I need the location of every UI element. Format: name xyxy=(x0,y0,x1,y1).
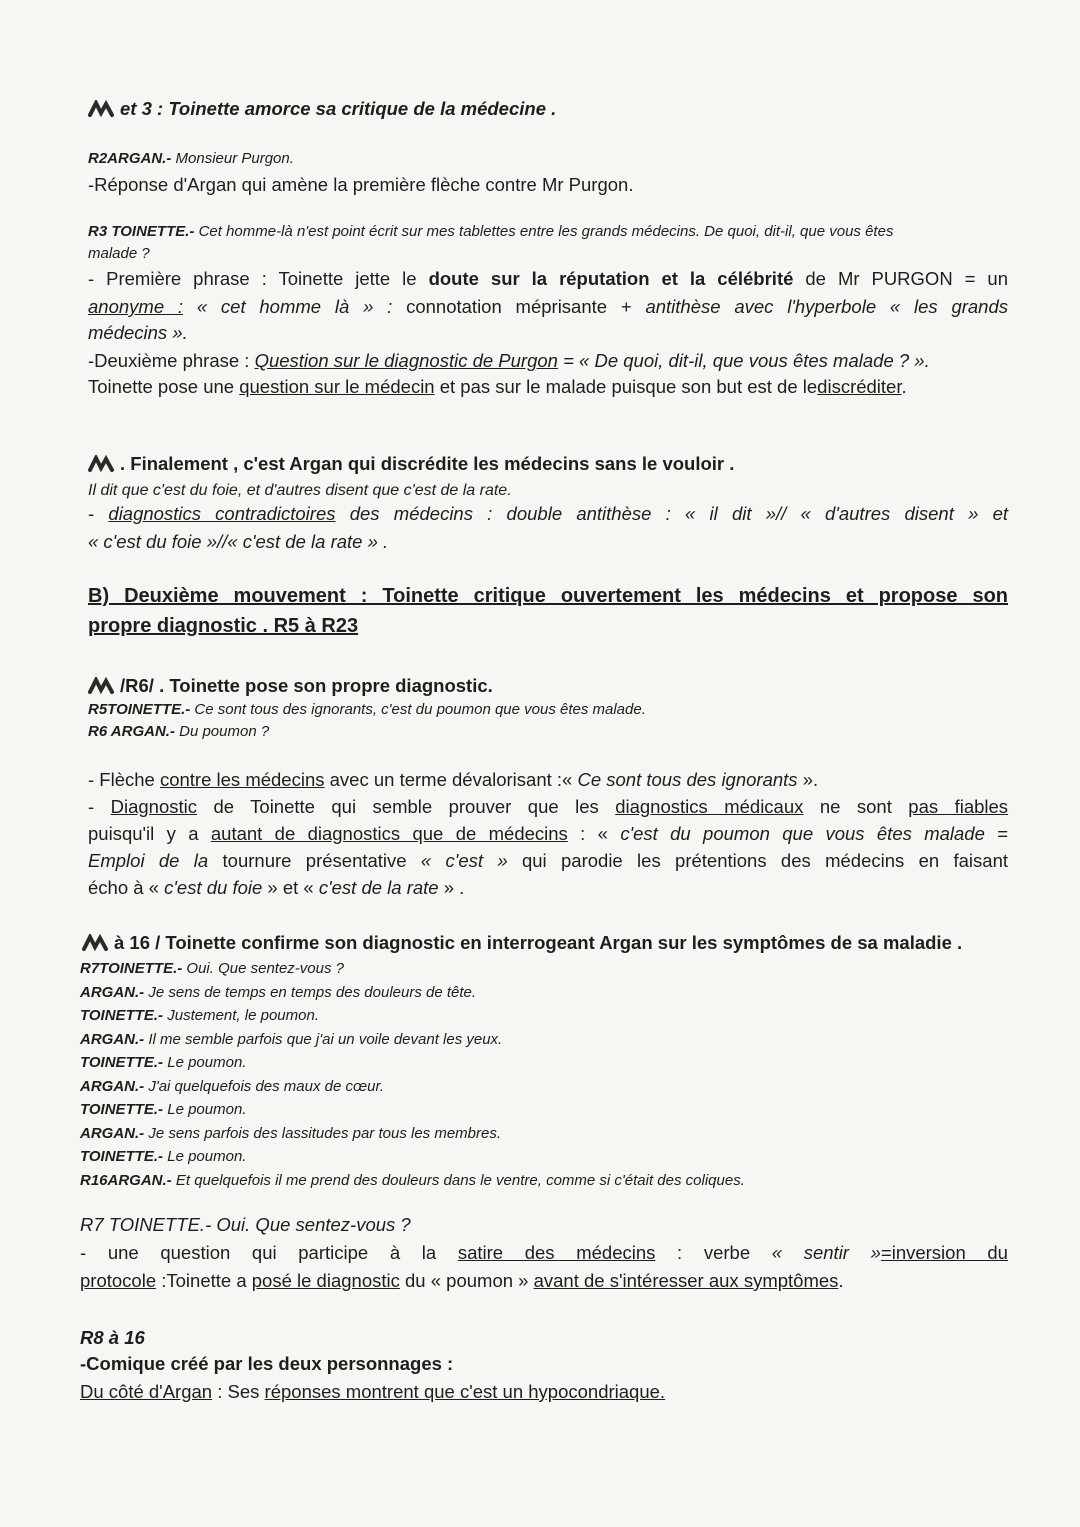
section-b-heading: B) Deuxième mouvement : Toinette critique ouvertement les médecins et propose son xyxy=(88,585,1008,607)
commentary-line: - diagnostics contradictoires des médecins : double antithèse : « il dit »// « d'autres disent » et xyxy=(88,503,1009,524)
speaker-name: ARGAN.- xyxy=(80,983,145,1001)
commentary-line: - Flèche contre les médecins avec un terme dévalorisant :« Ce sont tous des ignorants ». xyxy=(88,769,819,790)
speech-text: Je sens de temps en temps des douleurs de tête. xyxy=(148,983,477,1001)
section-b-heading-cont: propre diagnostic . R5 à R23 xyxy=(88,615,359,637)
quote-line: Il dit que c'est du foie, et d'autres disent que c'est de la rate. xyxy=(88,482,512,499)
speaker-name: ARGAN.- xyxy=(80,1077,145,1095)
dialogue-line xyxy=(80,1125,1008,1142)
speaker-name: TOINETTE.- xyxy=(80,1101,164,1118)
marker-icon xyxy=(82,934,110,952)
commentary-heading: R7 TOINETTE.- Oui. Que sentez-vous ? xyxy=(80,1214,411,1235)
dialogue-line xyxy=(80,984,1008,1001)
marker-icon xyxy=(88,100,116,118)
commentary-line: protocole :Toinette a posé le diagnostic du « poumon » avant de s'intéresser aux symptômes. xyxy=(80,1270,844,1291)
dialogue-line xyxy=(80,1054,1008,1071)
speech-text: Le poumon. xyxy=(167,1148,247,1165)
speech-text: Et quelquefois il me prend des douleurs dans le ventre, comme si c'était des coliques. xyxy=(175,1171,745,1189)
speech-text: Il me semble parfois que j'ai un voile devant les yeux. xyxy=(148,1030,503,1048)
commentary-line: puisqu'il y a autant de diagnostics que de médecins : « c'est du poumon que vous êtes malade = xyxy=(88,823,1009,844)
speaker-name: R16ARGAN.- xyxy=(80,1171,172,1189)
dialogue-line: R3 TOINETTE.- Cet homme-là n'est point écrit sur mes tablettes entre les grands médecins. De quoi, dit-il, que vous êtes xyxy=(88,223,894,240)
commentary-heading: R8 à 16 xyxy=(80,1327,145,1348)
commentary-line: -Réponse d'Argan qui amène la première flèche contre Mr Purgon. xyxy=(88,174,634,195)
commentary-line: anonyme : « cet homme là » : connotation méprisante + antithèse avec l'hyperbole « les grands xyxy=(88,296,1009,317)
dialogue-line: R5TOINETTE.- Ce sont tous des ignorants, c'est du poumon que vous êtes malade. xyxy=(88,701,646,718)
commentary-line: - Première phrase : Toinette jette le doute sur la réputation et la célébrité de Mr PURGON = un xyxy=(88,268,1009,289)
commentary-heading: -Comique créé par les deux personnages : xyxy=(80,1353,454,1374)
speech-text: Je sens parfois des lassitudes par tous les membres. xyxy=(148,1124,502,1142)
dialogue-line xyxy=(80,1078,1008,1095)
dialogue-line xyxy=(80,1172,1008,1189)
commentary-line: « c'est du foie »//« c'est de la rate » . xyxy=(88,531,389,552)
section-heading-r4: . Finalement , c'est Argan qui discrédite les médecins sans le vouloir . xyxy=(88,453,1008,475)
dialogue-line xyxy=(80,1148,1008,1165)
dialogue-line xyxy=(80,1101,1008,1118)
dialogue-line: R6 ARGAN.- Du poumon ? xyxy=(88,723,270,740)
dialogue-line xyxy=(80,960,1008,977)
commentary-line: Emploi de la tournure présentative « c'est » qui parodie les prétentions des médecins en faisant xyxy=(88,850,1009,871)
marker-icon xyxy=(88,455,116,473)
speech-text: Le poumon. xyxy=(167,1054,247,1071)
commentary-line: - Diagnostic de Toinette qui semble prouver que les diagnostics médicaux ne sont pas fiables xyxy=(88,796,1009,817)
dialogue-line-cont: malade ? xyxy=(88,245,150,262)
speech-text: J'ai quelquefois des maux de cœur. xyxy=(148,1077,385,1095)
speaker-name: ARGAN.- xyxy=(80,1124,145,1142)
dialogue-line xyxy=(80,1007,1008,1024)
section-heading-r2-r3: et 3 : Toinette amorce sa critique de la médecine . xyxy=(88,98,1008,120)
marker-icon xyxy=(88,677,116,695)
speech-text: Oui. Que sentez-vous ? xyxy=(186,960,344,977)
speaker-name: ARGAN.- xyxy=(80,1030,145,1048)
commentary-line: Toinette pose une question sur le médecin et pas sur le malade puisque son but est de lediscréditer. xyxy=(88,376,907,397)
commentary-line: Du côté d'Argan : Ses réponses montrent que c'est un hypocondriaque. xyxy=(80,1381,666,1402)
commentary-line: écho à « c'est du foie » et « c'est de la rate » . xyxy=(88,877,465,898)
dialogue-line: R2ARGAN.- Monsieur Purgon. xyxy=(88,150,294,167)
commentary-line: médecins ». xyxy=(88,322,188,343)
speech-text: Justement, le poumon. xyxy=(167,1007,319,1024)
speaker-name: TOINETTE.- xyxy=(80,1148,164,1165)
commentary-line: - une question qui participe à la satire des médecins : verbe « sentir »=inversion du xyxy=(80,1242,1008,1263)
dialogue-line xyxy=(80,1031,1008,1048)
speaker-name: TOINETTE.- xyxy=(80,1007,164,1024)
speech-text: Le poumon. xyxy=(167,1101,247,1118)
speaker-name: TOINETTE.- xyxy=(80,1054,164,1071)
section-heading-r5-r6: /R6/ . Toinette pose son propre diagnostic. xyxy=(88,675,1008,697)
commentary-line: -Deuxième phrase : Question sur le diagnostic de Purgon = « De quoi, dit-il, que vous êtes malade ? ». xyxy=(88,350,930,371)
section-heading-r7-r16: à 16 / Toinette confirme son diagnostic en interrogeant Argan sur les symptômes de sa maladie . xyxy=(82,932,1008,954)
speaker-name: R7TOINETTE.- xyxy=(80,960,183,977)
